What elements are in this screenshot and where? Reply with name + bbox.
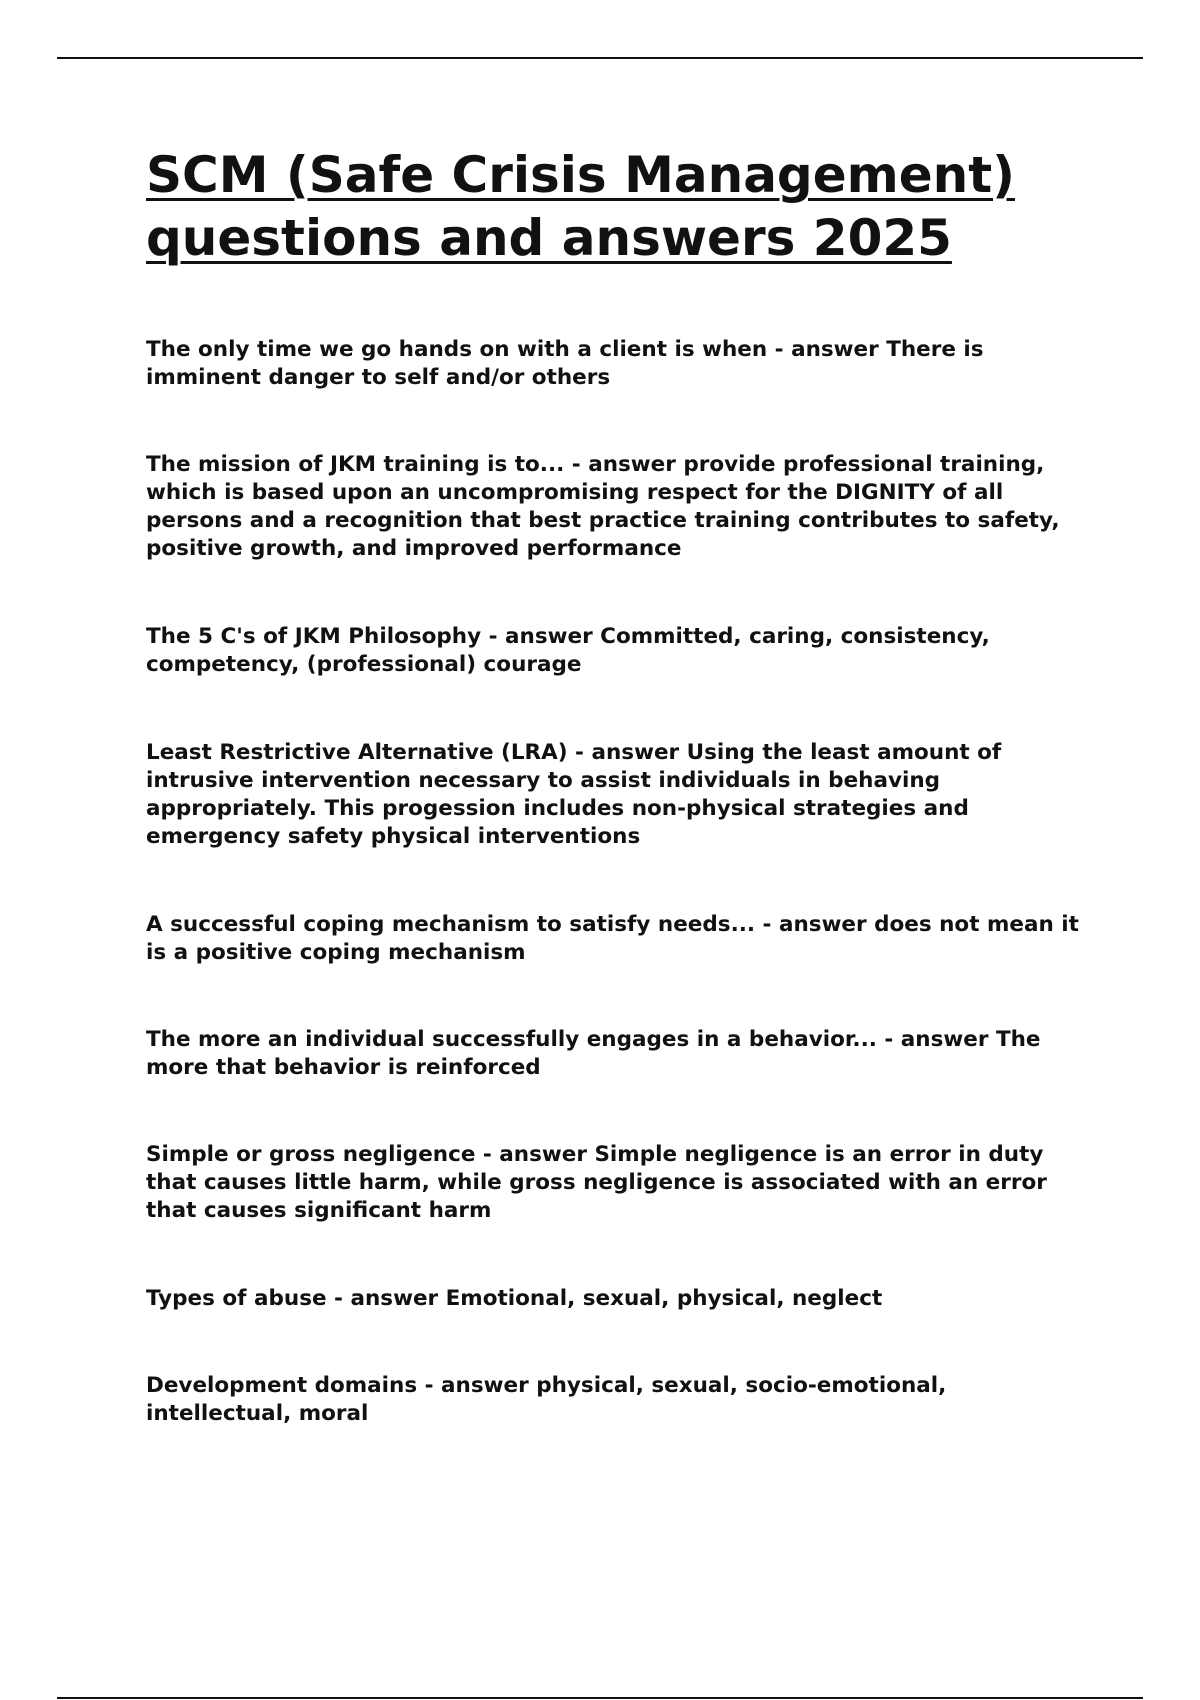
qa-item: Least Restrictive Alternative (LRA) - answer Using the least amount of intrusive intervention necessary to assist individuals in behaving appropriately. This progession includes non-physical strategies and emergency safety physical interventions: [146, 740, 1002, 849]
document-title: SCM (Safe Crisis Management) questions and answers 2025: [146, 146, 1015, 267]
qa-item: The 5 C's of JKM Philosophy - answer Committed, caring, consistency, competency, (professional) courage: [146, 624, 990, 677]
qa-item: Development domains - answer physical, sexual, socio-emotional, intellectual, moral: [146, 1373, 947, 1426]
bottom-rule: [57, 1697, 1143, 1699]
qa-item: The more an individual successfully engages in a behavior... - answer The more that behavior is reinforced: [146, 1027, 1041, 1080]
qa-item: The mission of JKM training is to... - answer provide professional training, which is based upon an uncompromising respect for the DIGNITY of all persons and a recognition that best practice training contributes to safety, positive growth, and improved performance: [146, 452, 1060, 561]
top-rule: [57, 57, 1143, 59]
qa-item: Simple or gross negligence - answer Simple negligence is an error in duty that causes little harm, while gross negligence is associated with an error that causes significant harm: [146, 1142, 1047, 1223]
qa-item: Types of abuse - answer Emotional, sexual, physical, neglect: [146, 1286, 883, 1311]
qa-item: The only time we go hands on with a client is when - answer There is imminent danger to self and/or others: [146, 337, 984, 390]
qa-item: A successful coping mechanism to satisfy needs... - answer does not mean it is a positive coping mechanism: [146, 912, 1079, 965]
